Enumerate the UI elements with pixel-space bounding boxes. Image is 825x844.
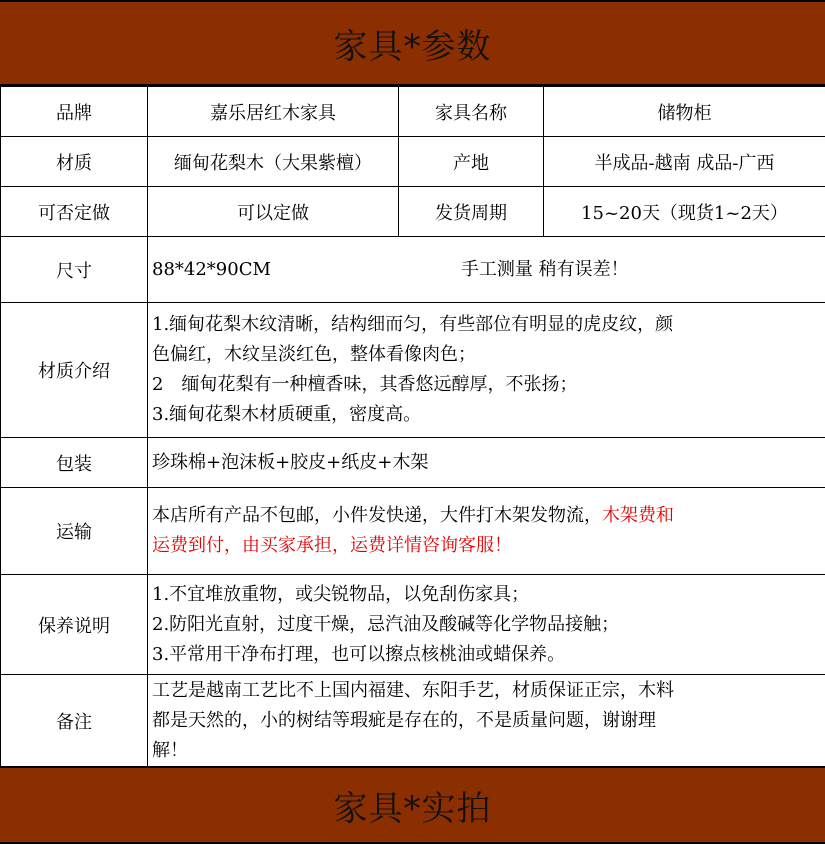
material-intro-text <box>148 303 825 438</box>
intro-line: 1.缅甸花梨木纹清晰，结构细而匀，有些部位有明显的虎皮纹，颜 <box>152 314 674 335</box>
custom-value: 可以定做 <box>148 187 399 237</box>
footer-title: 家具*实拍 <box>333 788 492 829</box>
care-line: 3.平常用干净布打理，也可以擦点核桃油或蜡保养。 <box>152 643 566 665</box>
remark-line: 工艺是越南工艺比不上国内福建、东阳手艺，材质保证正宗，木料 <box>152 679 674 701</box>
size-note: 手工测量 稍有误差！ <box>460 258 629 280</box>
remark-line: 解！ <box>152 739 188 761</box>
care-line: 1.不宜堆放重物，或尖锐物品，以免刮伤家具； <box>152 583 530 605</box>
shipping-text-normal: 本店所有产品不包邮，小件发快递，大件打木架发物流， <box>152 505 602 526</box>
care-label: 保养说明 <box>1 575 148 675</box>
table-row <box>1 237 825 303</box>
product-name-value: 储物柜 <box>544 87 825 137</box>
size-cell <box>148 237 825 303</box>
table-row <box>1 87 825 137</box>
material-value: 缅甸花梨木（大果紫檀） <box>148 137 399 187</box>
size-label: 尺寸 <box>1 237 148 303</box>
size-value: 88*42*90CM <box>152 258 271 280</box>
remark-line: 都是天然的，小的树结等瑕疵是存在的，不是质量问题，谢谢理 <box>152 709 656 731</box>
shipping-text <box>148 488 825 575</box>
delivery-value: 15~20天（现货1~2天） <box>544 187 825 237</box>
table-row <box>1 575 825 675</box>
remark-text <box>148 675 825 767</box>
shipping-text-highlight: 运费到付，由买家承担，运费详情咨询客服！ <box>152 535 512 556</box>
intro-line: 2 缅甸花梨有一种檀香味，其香悠远醇厚，不张扬； <box>152 374 578 395</box>
header-banner <box>0 0 825 86</box>
product-name-label: 家具名称 <box>399 87 544 137</box>
intro-line: 3.缅甸花梨木材质硬重，密度高。 <box>152 404 422 425</box>
parameters-table <box>0 86 825 767</box>
packing-value: 珍珠棉+泡沫板+胶皮+纸皮+木架 <box>148 438 825 488</box>
delivery-label: 发货周期 <box>399 187 544 237</box>
remark-label: 备注 <box>1 675 148 767</box>
custom-label: 可否定做 <box>1 187 148 237</box>
care-line: 2.防阳光直射，过度干燥，忌汽油及酸碱等化学物品接触； <box>152 613 620 635</box>
shipping-label: 运输 <box>1 488 148 575</box>
table-row <box>1 488 825 575</box>
material-label: 材质 <box>1 137 148 187</box>
origin-value: 半成品-越南 成品-广西 <box>544 137 825 187</box>
brand-label: 品牌 <box>1 87 148 137</box>
footer-banner <box>0 766 825 844</box>
intro-line: 色偏红，木纹呈淡红色，整体看像肉色； <box>152 344 476 365</box>
header-title: 家具*参数 <box>333 26 492 67</box>
table-row <box>1 675 825 767</box>
table-row <box>1 137 825 187</box>
care-text <box>148 575 825 675</box>
table-row <box>1 187 825 237</box>
shipping-text-highlight: 木架费和 <box>602 505 674 526</box>
table-row <box>1 303 825 438</box>
material-intro-label: 材质介绍 <box>1 303 148 438</box>
packing-label: 包装 <box>1 438 148 488</box>
table-row <box>1 438 825 488</box>
origin-label: 产地 <box>399 137 544 187</box>
brand-value: 嘉乐居红木家具 <box>148 87 399 137</box>
